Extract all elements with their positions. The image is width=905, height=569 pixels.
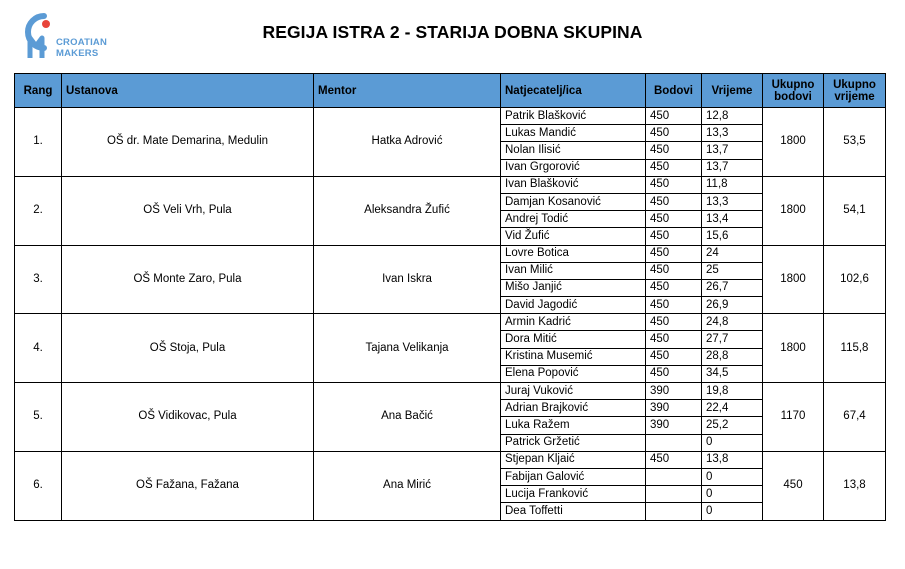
- contestant-time: 13,3: [702, 193, 763, 210]
- school-cell: OŠ Stoja, Pula: [62, 314, 314, 383]
- contestant-time: 13,7: [702, 159, 763, 176]
- contestant-time: 22,4: [702, 400, 763, 417]
- contestant-time: 24: [702, 245, 763, 262]
- contestant-time: 13,7: [702, 142, 763, 159]
- contestant-points: [646, 503, 702, 520]
- contestant-name: Armin Kadrić: [501, 314, 646, 331]
- contestant-time: 34,5: [702, 365, 763, 382]
- rank-cell: 2.: [15, 176, 62, 245]
- total-points-cell: 1800: [763, 176, 824, 245]
- contestant-name: Luka Ražem: [501, 417, 646, 434]
- contestant-name: Damjan Kosanović: [501, 193, 646, 210]
- contestant-points: 450: [646, 142, 702, 159]
- contestant-name: Kristina Musemić: [501, 348, 646, 365]
- col-header-ustanova: Ustanova: [62, 74, 314, 108]
- mentor-cell: Ana Mirić: [314, 451, 501, 520]
- contestant-points: 450: [646, 245, 702, 262]
- contestant-name: Lovre Botica: [501, 245, 646, 262]
- contestant-time: 28,8: [702, 348, 763, 365]
- contestant-points: 450: [646, 228, 702, 245]
- contestant-points: 390: [646, 400, 702, 417]
- mentor-cell: Ana Bačić: [314, 383, 501, 452]
- contestant-name: Patrik Blašković: [501, 108, 646, 125]
- contestant-name: Elena Popović: [501, 365, 646, 382]
- contestant-points: 450: [646, 365, 702, 382]
- contestant-name: Patrick Gržetić: [501, 434, 646, 451]
- rank-cell: 1.: [15, 108, 62, 177]
- contestant-points: [646, 486, 702, 503]
- contestant-points: 450: [646, 262, 702, 279]
- contestant-points: 450: [646, 348, 702, 365]
- contestant-time: 0: [702, 503, 763, 520]
- contestant-time: 27,7: [702, 331, 763, 348]
- total-time-cell: 67,4: [824, 383, 886, 452]
- col-header-ukupno-vrijeme: Ukupno vrijeme: [824, 74, 886, 108]
- contestant-name: Adrian Brajković: [501, 400, 646, 417]
- contestant-time: 15,6: [702, 228, 763, 245]
- col-header-rang: Rang: [15, 74, 62, 108]
- page-title: REGIJA ISTRA 2 - STARIJA DOBNA SKUPINA: [262, 22, 643, 42]
- contestant-points: 450: [646, 451, 702, 468]
- contestant-points: 450: [646, 176, 702, 193]
- col-header-ukupno-bodovi: Ukupno bodovi: [763, 74, 824, 108]
- total-time-cell: 13,8: [824, 451, 886, 520]
- contestant-time: 25: [702, 262, 763, 279]
- contestant-points: [646, 434, 702, 451]
- total-points-cell: 1800: [763, 245, 824, 314]
- mentor-cell: Aleksandra Žufić: [314, 176, 501, 245]
- contestant-time: 26,9: [702, 297, 763, 314]
- col-header-vrijeme: Vrijeme: [702, 74, 763, 108]
- total-time-cell: 102,6: [824, 245, 886, 314]
- contestant-name: Andrej Todić: [501, 211, 646, 228]
- contestant-name: Ivan Grgorović: [501, 159, 646, 176]
- contestant-points: 390: [646, 417, 702, 434]
- contestant-points: 450: [646, 331, 702, 348]
- logo-text-line1: CROATIAN: [56, 37, 108, 48]
- contestant-time: 19,8: [702, 383, 763, 400]
- total-points-cell: 1800: [763, 108, 824, 177]
- mentor-cell: Ivan Iskra: [314, 245, 501, 314]
- table-row: [15, 108, 886, 125]
- rank-cell: 6.: [15, 451, 62, 520]
- contestant-points: 450: [646, 125, 702, 142]
- col-header-bodovi: Bodovi: [646, 74, 702, 108]
- contestant-points: 450: [646, 159, 702, 176]
- rank-cell: 4.: [15, 314, 62, 383]
- contestant-name: Lucija Franković: [501, 486, 646, 503]
- table-row: [15, 314, 886, 331]
- table-row: [15, 451, 886, 468]
- results-table: [14, 73, 886, 521]
- school-cell: OŠ Monte Zaro, Pula: [62, 245, 314, 314]
- contestant-time: 25,2: [702, 417, 763, 434]
- total-points-cell: 450: [763, 451, 824, 520]
- contestant-points: 450: [646, 314, 702, 331]
- contestant-name: Lukas Mandić: [501, 125, 646, 142]
- contestant-points: 450: [646, 193, 702, 210]
- contestant-time: 26,7: [702, 279, 763, 296]
- contestant-time: 13,4: [702, 211, 763, 228]
- table-row: [15, 245, 886, 262]
- col-header-mentor: Mentor: [314, 74, 501, 108]
- contestant-points: 450: [646, 279, 702, 296]
- total-time-cell: 53,5: [824, 108, 886, 177]
- total-points-cell: 1170: [763, 383, 824, 452]
- contestant-time: 24,8: [702, 314, 763, 331]
- logo-text-line2: MAKERS: [56, 48, 99, 59]
- contestant-time: 0: [702, 468, 763, 485]
- contestant-name: Ivan Blašković: [501, 176, 646, 193]
- contestant-name: Fabijan Galović: [501, 468, 646, 485]
- results-body: [15, 108, 886, 521]
- contestant-name: Juraj Vuković: [501, 383, 646, 400]
- contestant-points: [646, 468, 702, 485]
- contestant-points: 390: [646, 383, 702, 400]
- school-cell: OŠ Fažana, Fažana: [62, 451, 314, 520]
- contestant-name: Vid Žufić: [501, 228, 646, 245]
- school-cell: OŠ Veli Vrh, Pula: [62, 176, 314, 245]
- contestant-time: 13,3: [702, 125, 763, 142]
- total-time-cell: 115,8: [824, 314, 886, 383]
- contestant-time: 13,8: [702, 451, 763, 468]
- rank-cell: 5.: [15, 383, 62, 452]
- table-row: [15, 176, 886, 193]
- contestant-points: 450: [646, 108, 702, 125]
- contestant-time: 0: [702, 486, 763, 503]
- table-row: [15, 383, 886, 400]
- col-header-natjecatelj: Natjecatelj/ica: [501, 74, 646, 108]
- contestant-time: 0: [702, 434, 763, 451]
- rank-cell: 3.: [15, 245, 62, 314]
- contestant-name: Nolan Ilisić: [501, 142, 646, 159]
- contestant-name: David Jagodić: [501, 297, 646, 314]
- contestant-time: 12,8: [702, 108, 763, 125]
- contestant-points: 450: [646, 297, 702, 314]
- mentor-cell: Tajana Velikanja: [314, 314, 501, 383]
- contestant-name: Dea Toffetti: [501, 503, 646, 520]
- contestant-name: Dora Mitić: [501, 331, 646, 348]
- header-row: [15, 74, 886, 108]
- contestant-time: 11,8: [702, 176, 763, 193]
- mentor-cell: Hatka Adrović: [314, 108, 501, 177]
- school-cell: OŠ dr. Mate Demarina, Medulin: [62, 108, 314, 177]
- contestant-name: Stjepan Kljaić: [501, 451, 646, 468]
- total-points-cell: 1800: [763, 314, 824, 383]
- school-cell: OŠ Vidikovac, Pula: [62, 383, 314, 452]
- contestant-name: Ivan Milić: [501, 262, 646, 279]
- total-time-cell: 54,1: [824, 176, 886, 245]
- contestant-points: 450: [646, 211, 702, 228]
- contestant-name: Mišo Janjić: [501, 279, 646, 296]
